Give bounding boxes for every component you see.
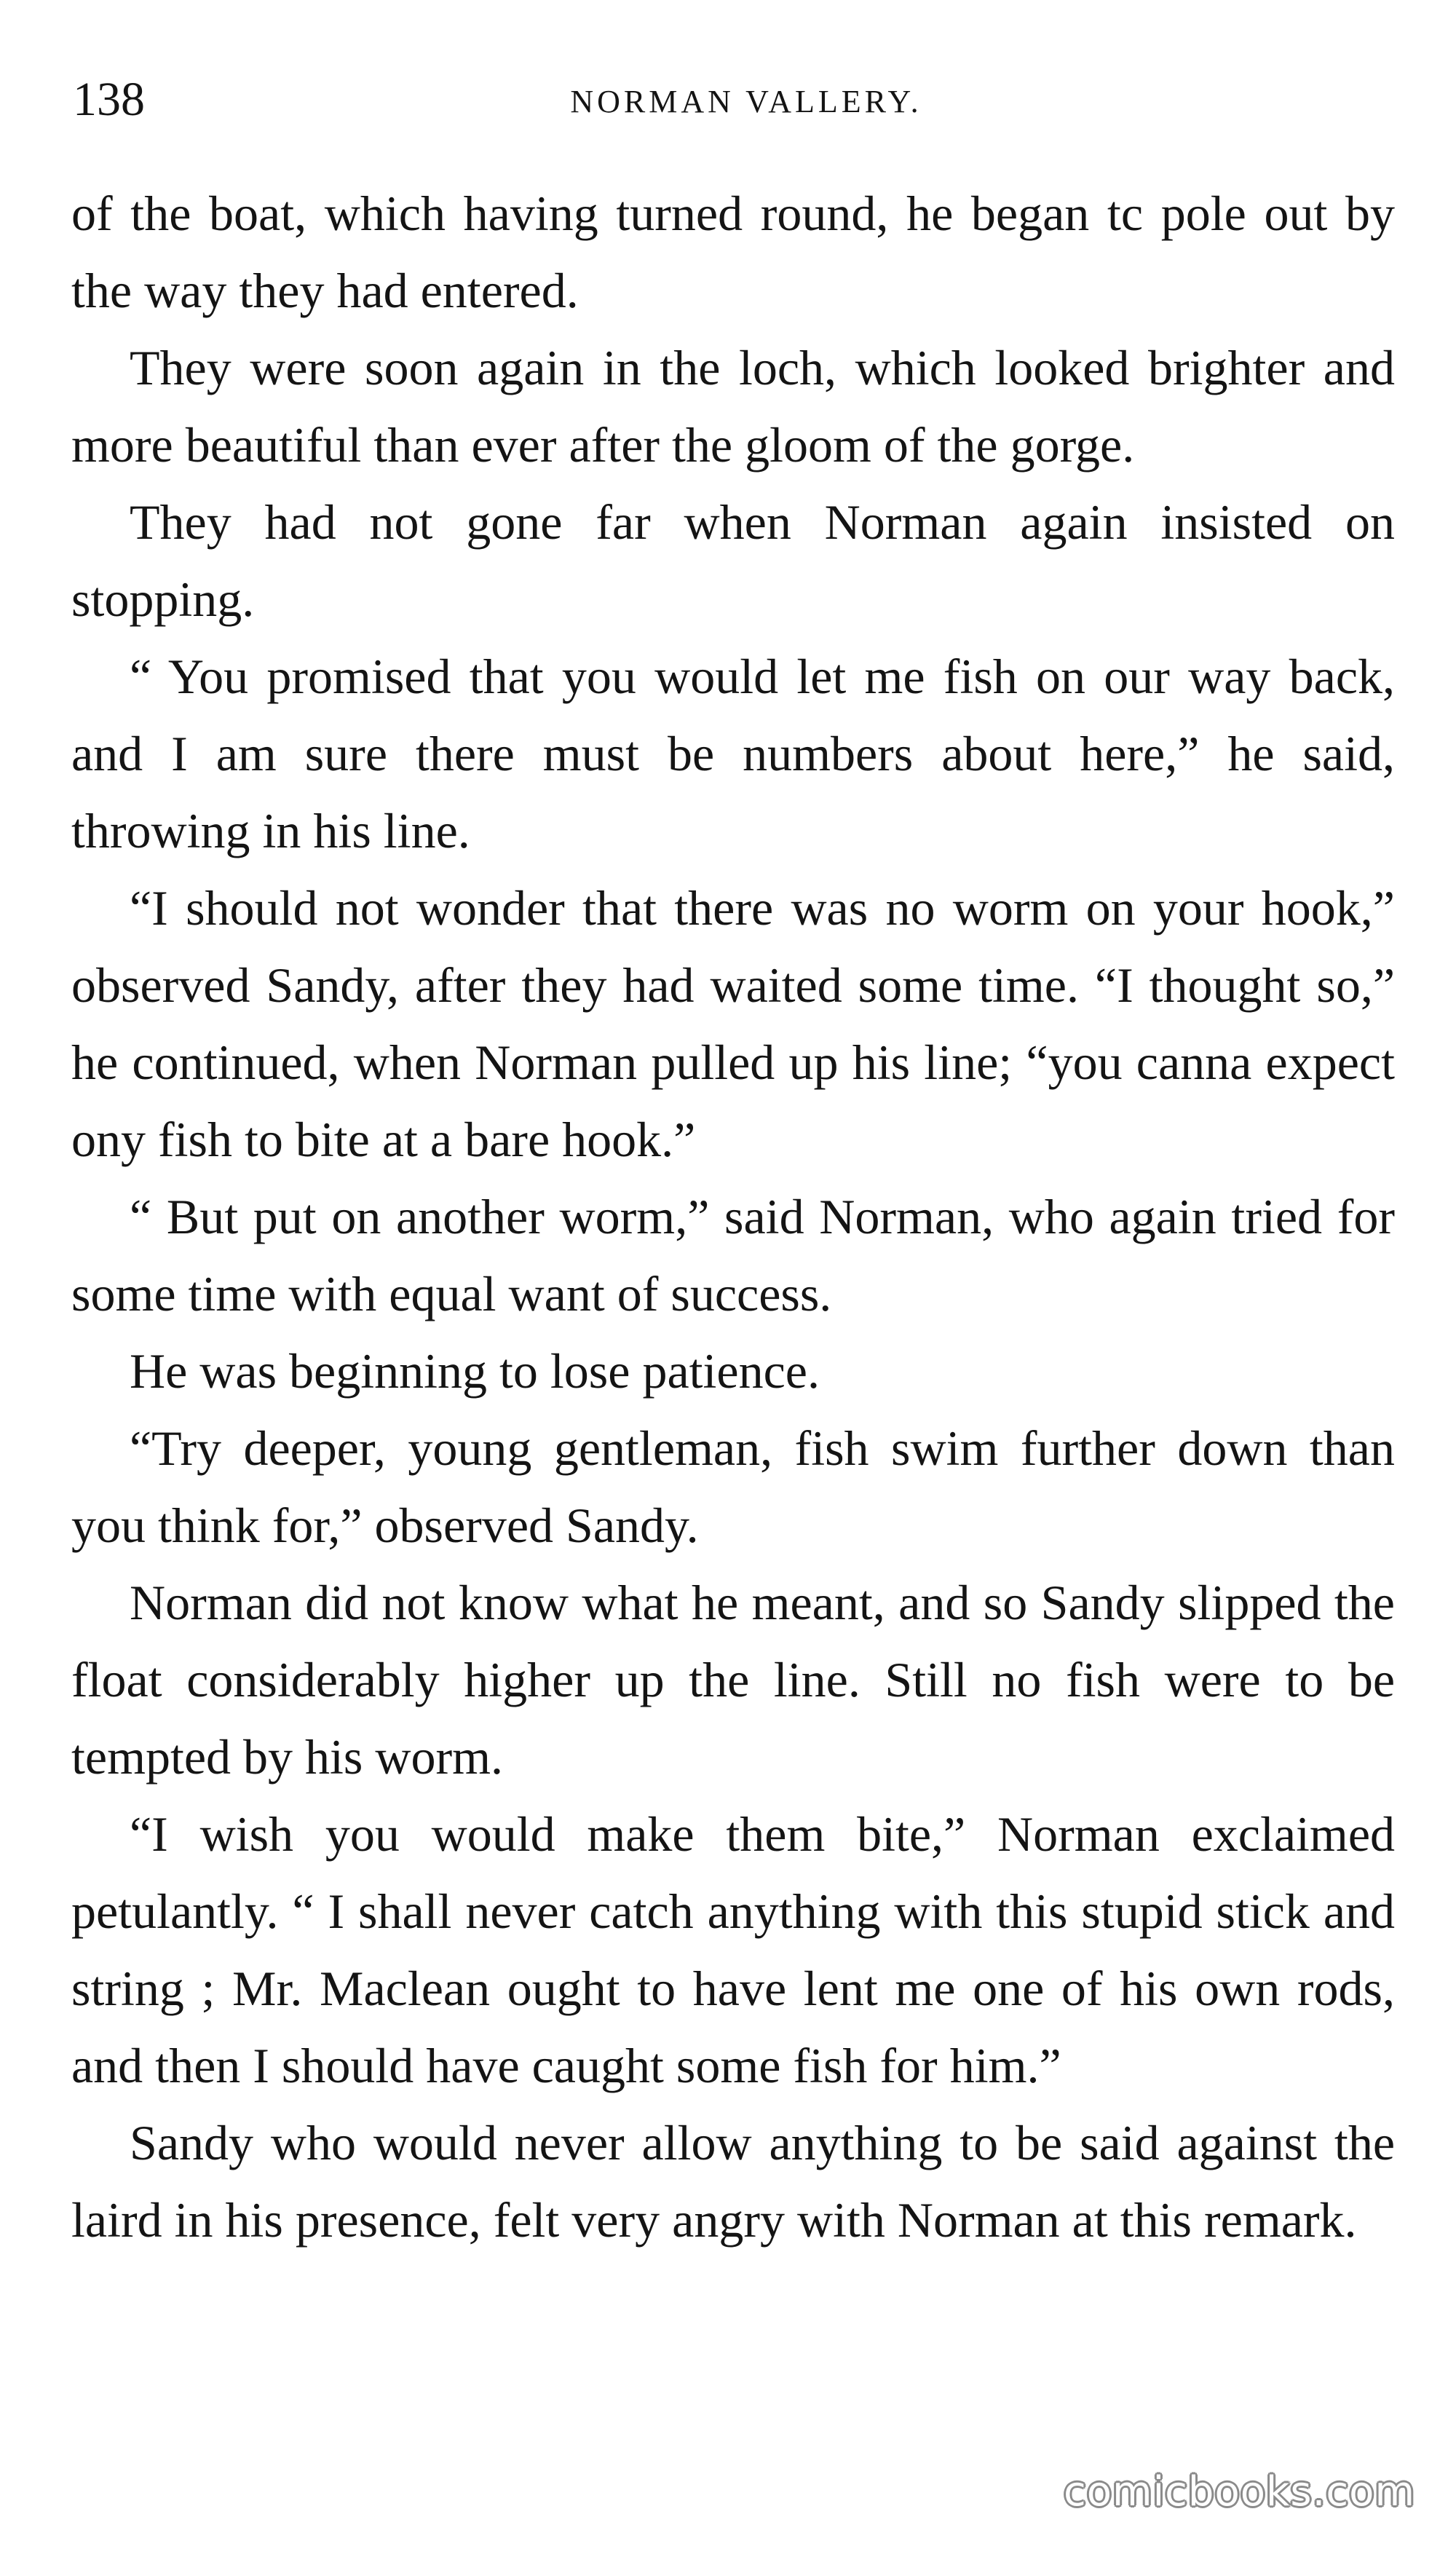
paragraph: Norman did not know what he meant, and so Sandy slipped the float considerably higher up the line. Still no fish were to be tempted by his worm. <box>71 1575 1395 1785</box>
paragraph: “I wish you would make them bite,” Norman exclaimed petulantly. “ I shall never catch anything with this stupid stick and string ; Mr. Maclean ought to have lent me one of his own rods, and then I should have caught some fish for him.” <box>71 1806 1395 2093</box>
paragraph-continuation: of the boat, which having turned round, he began tc pole out by the way they had entered. <box>71 186 1395 318</box>
paragraph: They had not gone far when Norman again insisted on stopping. <box>71 494 1395 627</box>
paragraph: “ But put on another worm,” said Norman, who again tried for some time with equal want of success. <box>71 1189 1395 1321</box>
page-header <box>73 67 1390 133</box>
page-number: 138 <box>73 73 145 126</box>
paragraph: “I should not wonder that there was no worm on your hook,” observed Sandy, after they had waited some time. “I thought so,” he continued, when Norman pulled up his line; “you canna expect ony fish to bite at a bare hook.” <box>71 880 1395 1167</box>
paragraph: Sandy who would never allow anything to be said against the laird in his presence, felt very angry with Norman at this remark. <box>71 2115 1395 2248</box>
paragraph: “ You promised that you would let me fish on our way back, and I am sure there must be numbers about here,” he said, throwing in his line. <box>71 649 1395 858</box>
watermark: comicbooks.com <box>1063 2468 1415 2515</box>
running-head: NORMAN VALLERY. <box>570 84 922 119</box>
paragraph: He was beginning to lose patience. <box>130 1343 820 1399</box>
paragraph: They were soon again in the loch, which looked brighter and more beautiful than ever after the gloom of the gorge. <box>71 340 1395 473</box>
body-text <box>71 175 1395 2258</box>
paragraph: “Try deeper, young gentleman, fish swim further down than you think for,” observed Sandy. <box>71 1420 1395 1553</box>
